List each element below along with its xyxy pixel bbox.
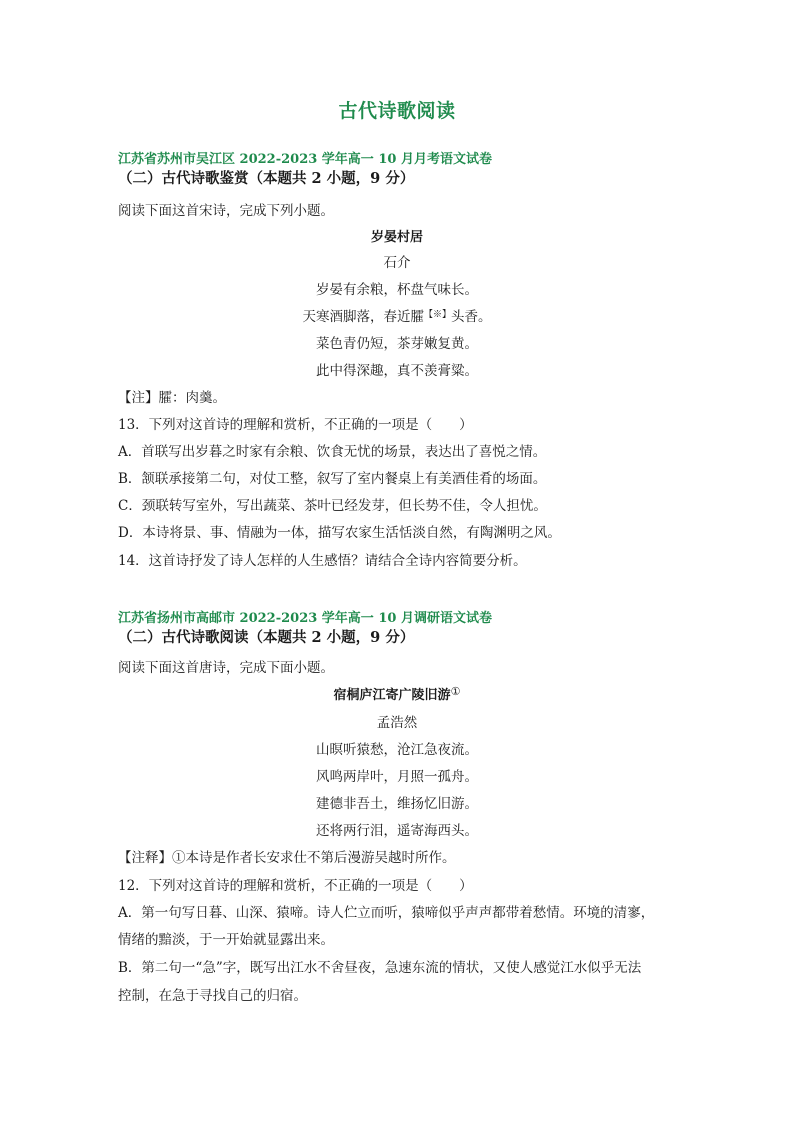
reading-instruction-1: 阅读下面这首宋诗，完成下列小题。 bbox=[118, 203, 334, 219]
poem-line-1-4: 此中得深趣，真不羡膏粱。 bbox=[316, 363, 478, 379]
section-heading-2: （二）古代诗歌阅读（本题共 2 小题，9 分） bbox=[118, 629, 415, 646]
reading-instruction-2: 阅读下面这首唐诗，完成下面小题。 bbox=[118, 660, 334, 676]
poem-line-2-3: 建德非吾土，维扬忆旧游。 bbox=[316, 796, 478, 812]
poem-line-2-4: 还将两行泪，遥寄海西头。 bbox=[316, 823, 478, 839]
section-heading-1: （二）古代诗歌鉴赏（本题共 2 小题，9 分） bbox=[118, 170, 415, 187]
question-14: 14．这首诗抒发了诗人怎样的人生感悟？请结合全诗内容简要分析。 bbox=[118, 553, 527, 569]
exam-source-2: 江苏省扬州市高邮市 2022-2023 学年高一 10 月调研语文试卷 bbox=[118, 611, 492, 626]
poem-author-1: 石介 bbox=[383, 255, 411, 271]
option-13-b: B．颔联承接第二句，对仗工整，叙写了室内餐桌上有美酒佳肴的场面。 bbox=[118, 471, 547, 487]
poem-note-1: 【注】臛：肉羹。 bbox=[118, 390, 226, 406]
poem-line-1-2 bbox=[0, 305, 794, 325]
poem-note-2: 【注释】①本诗是作者长安求仕不第后漫游吴越时所作。 bbox=[118, 850, 456, 866]
poem-line-2-2: 风鸣两岸叶，月照一孤舟。 bbox=[316, 769, 478, 785]
option-12-b-line-2: 控制，在急于寻找自己的归宿。 bbox=[118, 988, 307, 1004]
poem-line-2-1: 山暝听猿愁，沧江急夜流。 bbox=[316, 742, 478, 758]
option-13-a: A．首联写出岁暮之时家有余粮、饮食无忧的场景，表达出了喜悦之情。 bbox=[118, 444, 547, 460]
option-12-a-line-1: A．第一句写日暮、山深、猿啼。诗人伫立而听，猿啼似乎声声都带着愁情。环境的清寥， bbox=[118, 905, 655, 921]
option-13-c: C．颈联转写室外，写出蔬菜、茶叶已经发芽，但长势不佳，令人担忧。 bbox=[118, 498, 547, 514]
poem-line-1-2-a: 天寒酒脚落，春近臛 bbox=[302, 309, 424, 325]
poem-author-2: 孟浩然 bbox=[376, 715, 418, 731]
poem-title-2-text: 宿桐庐江寄广陵旧游 bbox=[333, 688, 451, 703]
question-12: 12．下列对这首诗的理解和赏析，不正确的一项是（ ） bbox=[118, 878, 473, 894]
poem-title-2 bbox=[0, 684, 794, 703]
poem-title-1: 岁晏村居 bbox=[370, 230, 423, 245]
poem-line-1-1: 岁晏有余粮，杯盘气味长。 bbox=[316, 282, 478, 298]
option-13-d: D．本诗将景、事、情融为一体，描写农家生活恬淡自然，有陶渊明之风。 bbox=[118, 525, 561, 541]
question-13: 13．下列对这首诗的理解和赏析，不正确的一项是（ ） bbox=[118, 417, 473, 433]
exam-source-1: 江苏省苏州市吴江区 2022-2023 学年高一 10 月月考语文试卷 bbox=[118, 152, 492, 167]
option-12-b-line-1: B．第二句一“急”字，既写出江水不舍昼夜，急速东流的情状，又使人感觉江水似乎无法 bbox=[118, 960, 642, 976]
poem-footnote-mark: 【※】 bbox=[423, 310, 451, 320]
option-12-a-line-2: 情绪的黯淡，于一开始就显露出来。 bbox=[118, 932, 334, 948]
poem-line-1-3: 菜色青仍短，茶芽嫩复黄。 bbox=[316, 336, 478, 352]
poem-title-2-footnote-mark: ① bbox=[450, 685, 461, 698]
poem-line-1-2-b: 头香。 bbox=[451, 309, 492, 325]
document-title: 古代诗歌阅读 bbox=[338, 100, 456, 122]
